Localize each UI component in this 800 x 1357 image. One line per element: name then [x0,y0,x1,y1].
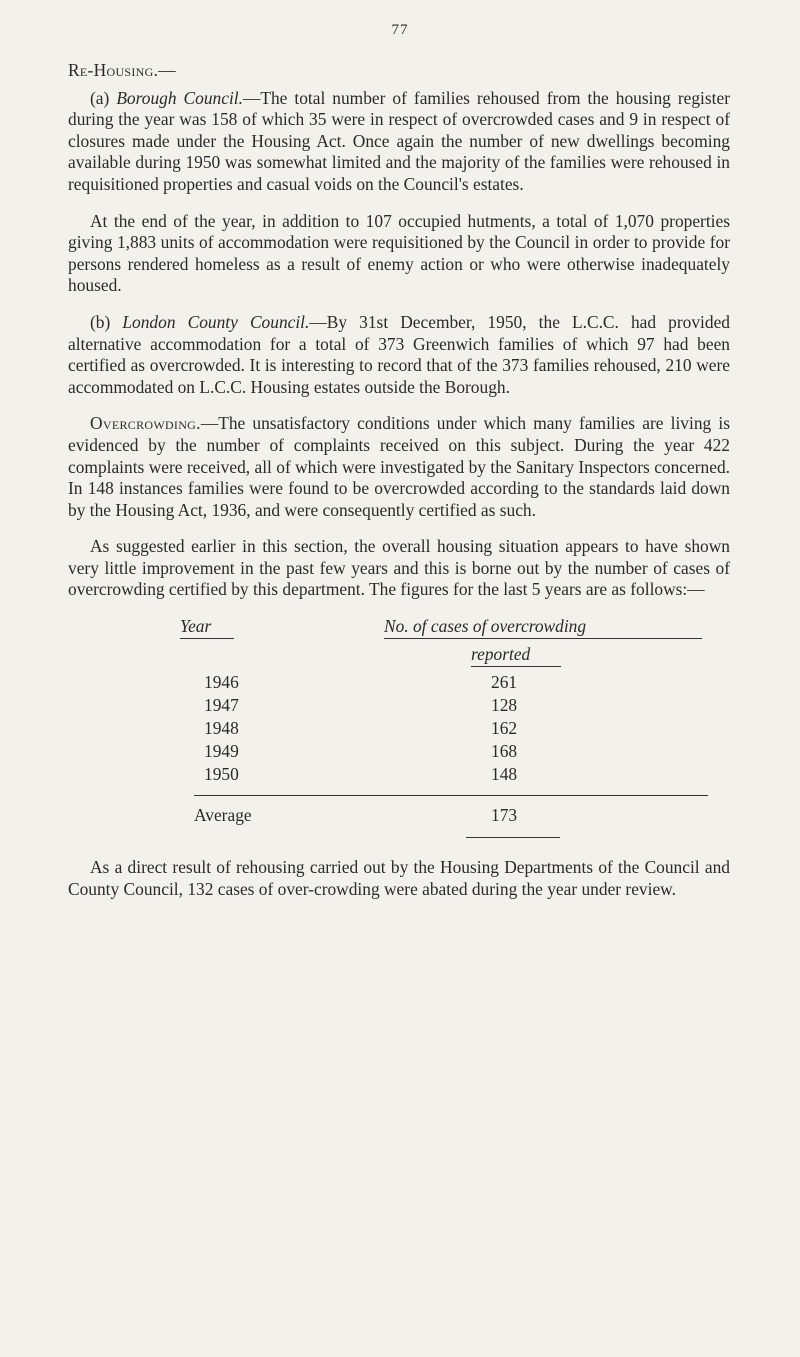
section-heading-overcrowding: Overcrowding. [90,413,201,434]
paragraph-title: London County Council. [122,311,310,332]
cell-value: 162 [491,718,518,739]
table-divider [116,785,708,799]
paragraph-requisitioned: At the end of the year, in addition to 107 occupied hutments, a total of 1,070 properties giving 1,883 units of accommodation were requisitioned by the Council in order to provide for persons rendered homeless as a result of enemy action or who were otherwise inadequately housed. [68,210,730,296]
cell-value: 261 [491,672,518,693]
column-header-cases: No. of cases of overcrowding [384,616,702,639]
column-header-year: Year [180,616,234,639]
column-subheader-reported: reported [471,644,561,667]
table-row [116,670,708,693]
paragraph-label: (a) [90,87,117,108]
paragraph-label: (b) [90,311,123,332]
document-body [68,60,730,915]
cell-value: 128 [491,695,518,716]
paragraph-housing-situation: As suggested earlier in this section, the overall housing situation appears to have shown very little improvement in the past few years and this is borne out by the number of cases of overcrowding certified by this department. The figures for the last 5 years are as follows:— [68,536,730,600]
section-heading-rehousing: Re-Housing.— [68,60,176,80]
cell-value: 148 [491,764,518,785]
paragraph-text: —The unsatisfactory conditions under which many families are living is evidenced by the number of complaints received on this subject. During the year 422 complaints were received, all of which were investigated by the Sanitary Inspectors concerned. In 148 instances families were found to be overcrowded according to the standards laid down by the Housing Act, 1936, and were consequently certified as such. [68,413,730,520]
table-average-row [116,799,708,829]
paragraph-text: —By 31st December, 1950, the L.C.C. had provided alternative accommodation for a total of 373 Greenwich families of which 97 had been certified as overcrowded. It is interesting to record that of the 373 families rehoused, 210 were accommodated on L.C.C. Housing estates outside the Borough. [68,311,730,397]
paragraph-title: Borough Council. [116,87,243,108]
paragraph-closing: As a direct result of rehousing carried out by the Housing Departments of the Council and County Council, 132 cases of over-crowding were abated during the year under review. [68,857,730,899]
table-header-row [116,616,708,642]
paragraph-text: —The total number of families rehoused from the housing register during the year was 158 of which 35 were in respect of overcrowded cases and 9 in respect of closures made under the Housing Act. Once again the number of new dwellings becoming available during 1950 was somewhat limited and the majority of the families were rehoused in requisitioned properties and casual voids on the Council's estates. [68,87,730,194]
table-row [116,693,708,716]
average-label: Average [194,805,252,826]
cell-year: 1948 [204,718,239,739]
cell-year: 1949 [204,741,239,762]
cell-year: 1950 [204,764,239,785]
overcrowding-table [116,616,708,849]
cell-year: 1947 [204,695,239,716]
table-row [116,762,708,785]
table-row [116,716,708,739]
table-row [116,739,708,762]
paragraph-borough-council [68,88,730,196]
table-subheader-row [116,642,708,670]
paragraph-overcrowding [68,413,730,521]
cell-value: 168 [491,741,518,762]
paragraph-lcc [68,312,730,398]
page-number: 77 [391,22,409,38]
average-value: 173 [491,805,518,826]
cell-year: 1946 [204,672,239,693]
table-bottom-rule [116,829,708,849]
